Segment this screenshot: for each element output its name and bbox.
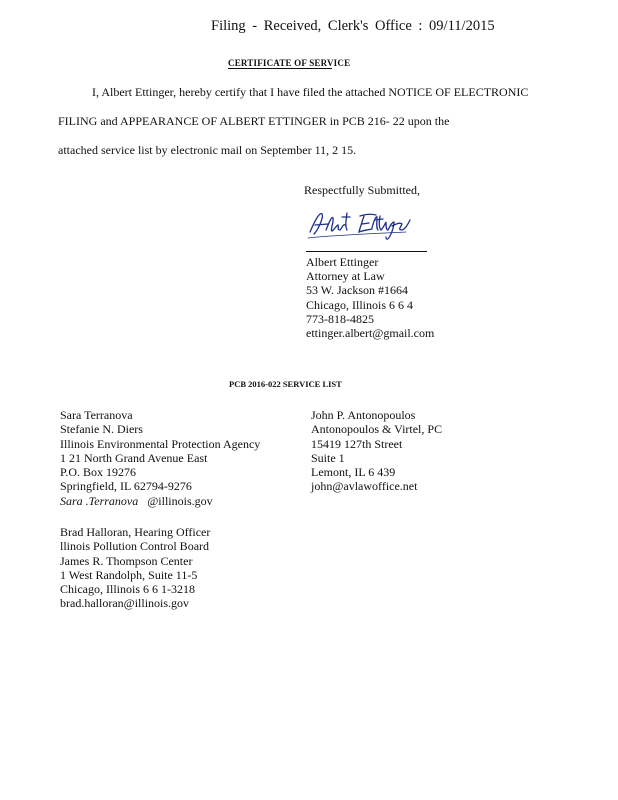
signer-name: Albert Ettinger bbox=[306, 255, 379, 269]
certificate-title-underline bbox=[228, 68, 332, 69]
address-line: Chicago, Illinois 6 6 1-3218 bbox=[60, 582, 195, 597]
closing-text: Respectfully Submitted, bbox=[304, 183, 420, 197]
certificate-line-3: attached service list by electronic mail on September 11, 2 15. bbox=[58, 143, 357, 157]
address-line: Lemont, IL 6 439 bbox=[311, 465, 396, 480]
address-block-antonopoulos bbox=[311, 408, 442, 494]
address-line: brad.halloran@illinois.gov bbox=[60, 596, 190, 611]
filing-stamp: Filing - Received, Clerk's Office : 09/11/2015 bbox=[211, 18, 495, 34]
email-domain: @illinois.gov bbox=[147, 493, 213, 508]
address-line: 1 West Randolph, Suite 11-5 bbox=[60, 567, 198, 582]
signer-email: ettinger.albert@gmail.com bbox=[306, 326, 435, 341]
address-line: Brad Halloran, Hearing Officer bbox=[60, 525, 211, 539]
address-line: Antonopoulos & Virtel, PC bbox=[311, 422, 443, 437]
address-line: 15419 127th Street bbox=[311, 436, 403, 451]
signer-city: Chicago, Illinois 6 6 4 bbox=[306, 297, 413, 312]
handwritten-signature bbox=[306, 208, 414, 244]
signer-phone: 773-818-4825 bbox=[306, 311, 374, 326]
address-email bbox=[60, 494, 260, 508]
address-line: Illinois Environmental Protection Agency bbox=[60, 436, 261, 451]
signer-title: Attorney at Law bbox=[306, 269, 385, 284]
address-line: John P. Antonopoulos bbox=[311, 408, 416, 422]
certificate-title: CERTIFICATE OF SERVICE bbox=[228, 58, 351, 68]
certificate-line-2: FILING and APPEARANCE OF ALBERT ETTINGER in PCB 216- 22 upon the bbox=[58, 114, 450, 128]
address-line: john@avlawoffice.net bbox=[311, 479, 418, 494]
email-user-italic: Sara .Terranova bbox=[60, 493, 139, 508]
address-line: James R. Thompson Center bbox=[60, 553, 193, 568]
address-line: Sara Terranova bbox=[60, 408, 133, 422]
address-line: Springfield, IL 62794-9276 bbox=[60, 479, 192, 494]
address-line: Stefanie N. Diers bbox=[60, 422, 143, 437]
service-list-title: PCB 2016-022 SERVICE LIST bbox=[229, 379, 342, 389]
signer-block bbox=[306, 255, 434, 340]
address-line: 1 21 North Grand Avenue East bbox=[60, 450, 208, 465]
address-line: llinois Pollution Control Board bbox=[60, 539, 210, 554]
address-block-pollution-board bbox=[60, 525, 210, 611]
signer-street: 53 W. Jackson #1664 bbox=[306, 283, 408, 298]
address-block-epa bbox=[60, 408, 260, 508]
signature-line bbox=[306, 251, 427, 252]
certificate-line-1: I, Albert Ettinger, hereby certify that I have filed the attached NOTICE OF ELECTRONIC bbox=[92, 85, 529, 99]
address-line: P.O. Box 19276 bbox=[60, 465, 137, 480]
address-line: Suite 1 bbox=[311, 450, 345, 465]
